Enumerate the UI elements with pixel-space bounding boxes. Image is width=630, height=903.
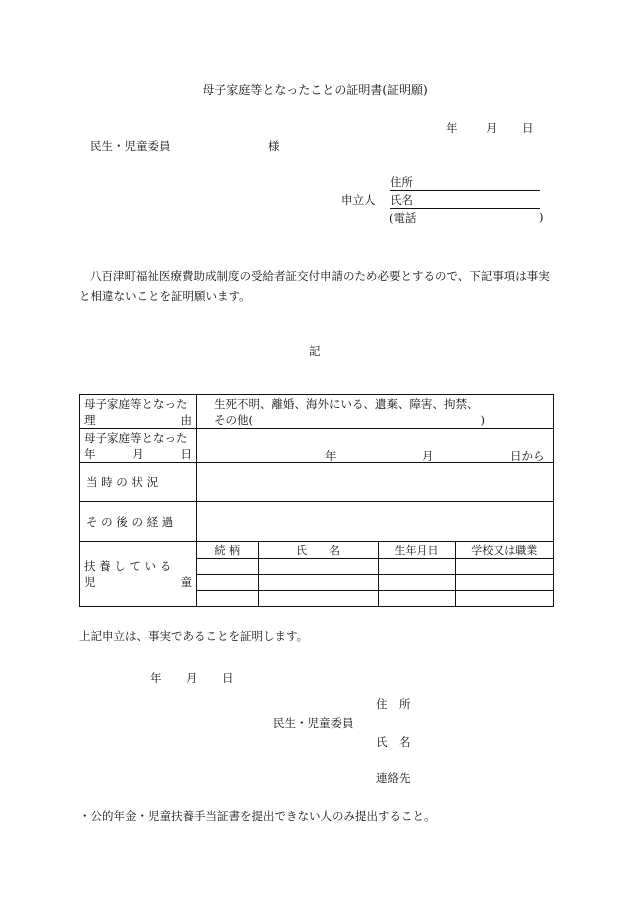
col-relationship: 続 柄: [197, 542, 258, 559]
submission-note: ・公的年金・児童扶養手当証書を提出できない人のみ提出すること。: [79, 809, 436, 823]
certifier-address-label: 住 所: [376, 697, 411, 711]
addressee-role: 民生・児童委員: [90, 139, 171, 153]
reason-other-close: ): [480, 412, 485, 427]
cell-blank[interactable]: [455, 575, 553, 591]
date-value-year: 年: [325, 449, 337, 463]
situation-label: 当 時 の 状 況: [86, 475, 159, 489]
cell-blank[interactable]: [258, 575, 378, 591]
cell-blank[interactable]: [197, 591, 258, 607]
certifier-contact-label: 連絡先: [376, 771, 411, 785]
reason-options: 生死不明、離婚、海外にいる、遺棄、障害、拘禁、: [214, 396, 479, 411]
reason-label-cell: [80, 395, 197, 429]
cell-blank[interactable]: [455, 591, 553, 607]
ki-heading: 記: [309, 344, 321, 358]
dependent-label-ji: 児: [84, 575, 96, 589]
cert-date: [150, 670, 234, 686]
reason-value-cell[interactable]: [197, 395, 554, 429]
applicant-address-field[interactable]: [390, 174, 540, 191]
cell-blank[interactable]: [258, 559, 378, 575]
progress-label: そ の 後 の 経 過: [86, 514, 174, 529]
page-title: 母子家庭等となったことの証明書(証明願): [202, 83, 428, 97]
date-value-cell[interactable]: [197, 429, 554, 463]
dependent-label-cell: [80, 542, 197, 607]
progress-value-cell[interactable]: [197, 502, 554, 542]
cert-date-year: 年: [150, 671, 162, 685]
col-birthdate: 生年月日: [378, 542, 455, 559]
date-value-from: 日から: [510, 449, 545, 463]
applicant-phone-close: ): [539, 210, 544, 224]
cell-blank[interactable]: [197, 575, 258, 591]
reason-other: その他(: [214, 412, 253, 427]
date-label-day: 日: [180, 446, 192, 461]
certifier-name-label: 氏 名: [376, 735, 411, 749]
dependent-subtable: [197, 542, 553, 606]
dependent-label-do: 童: [180, 575, 192, 589]
cell-blank[interactable]: [258, 591, 378, 607]
col-name: 氏 名: [258, 542, 378, 559]
date-label-cell: [80, 429, 197, 463]
cert-date-day: 日: [222, 671, 234, 685]
body-line-2: と相違ないことを証明願います。: [79, 289, 251, 303]
cell-blank[interactable]: [197, 559, 258, 575]
request-date: [446, 120, 534, 136]
form-table: [79, 394, 554, 607]
certification-text: 上記申立は、事実であることを証明します。: [79, 629, 309, 643]
dependent-label-1: 扶 養 し て い る: [84, 559, 172, 573]
applicant-label: 申立人: [341, 193, 376, 207]
cell-blank[interactable]: [378, 575, 455, 591]
reason-label-ri: 理: [84, 412, 96, 427]
col-school-occupation: 学校又は職業: [455, 542, 553, 559]
reason-label-1: 母子家庭等となった: [84, 396, 188, 411]
situation-value-cell[interactable]: [197, 463, 554, 502]
certifier-role: 民生・児童委員: [273, 716, 354, 730]
date-label-year: 年: [84, 446, 96, 461]
dependent-value-cell: [197, 542, 554, 607]
table-row: [197, 559, 553, 575]
date-year: 年: [446, 121, 458, 135]
applicant-address-label: 住所: [390, 174, 540, 191]
date-month: 月: [486, 121, 498, 135]
situation-label-cell: [80, 463, 197, 502]
progress-label-cell: [80, 502, 197, 542]
date-value-month: 月: [422, 449, 434, 463]
applicant-name-field[interactable]: [390, 192, 540, 209]
applicant-name-label: 氏名: [390, 192, 540, 209]
applicant-phone-open: (電話: [389, 211, 417, 225]
cell-blank[interactable]: [455, 559, 553, 575]
addressee-sama: 様: [268, 139, 280, 153]
date-label-month: 月: [132, 446, 144, 461]
table-row: [197, 575, 553, 591]
body-line-1: 八百津町福祉医療費助成制度の受給者証交付申請のため必要とするので、下記事項は事実: [90, 269, 550, 283]
date-label-1: 母子家庭等となった: [84, 430, 188, 445]
table-row: [197, 591, 553, 607]
date-day: 日: [522, 121, 534, 135]
cell-blank[interactable]: [378, 559, 455, 575]
reason-label-yu: 由: [180, 412, 192, 427]
cell-blank[interactable]: [378, 591, 455, 607]
cert-date-month: 月: [186, 671, 198, 685]
